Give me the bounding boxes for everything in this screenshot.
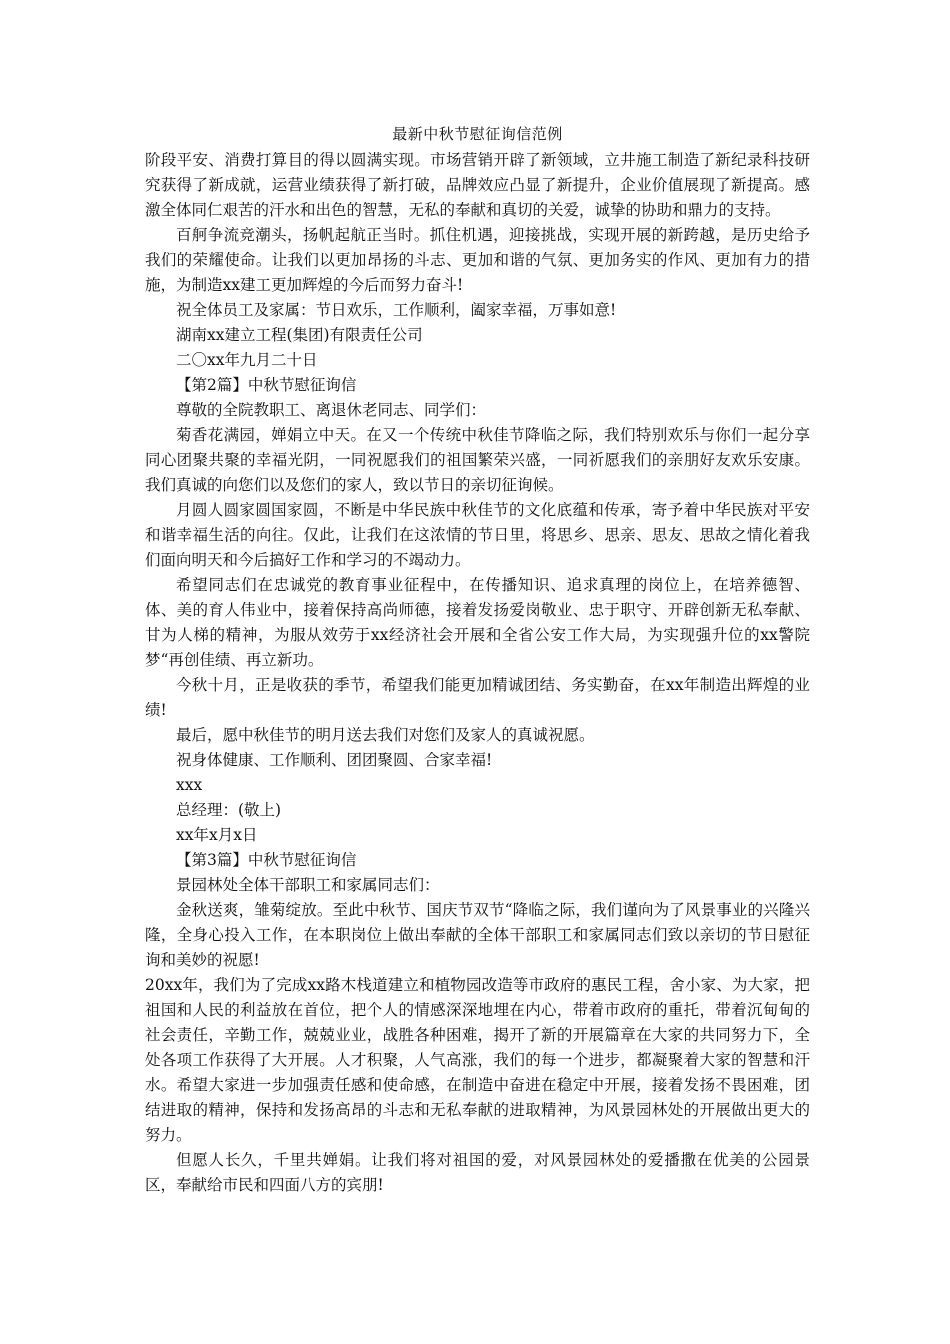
signature-date-2: xx年x月x日 bbox=[176, 826, 258, 844]
signature-title-2: 总经理：(敬上) bbox=[176, 801, 282, 819]
paragraph-2-6: 祝身体健康、工作顺利、团团聚圆、合家幸福! bbox=[176, 751, 493, 769]
paragraph-3-3: 但愿人长久，千里共婵娟。让我们将对祖国的爱，对风景园林处的爱播撒在优美的公园景区，奉献给市民和四面八方的宾朋! bbox=[145, 1151, 810, 1194]
paragraph-continuation: 阶段平安、消费打算目的得以圆满实现。市场营销开辟了新领域，立井施工制造了新纪录科技研究获得了新成就，运营业绩获得了新打破，品牌效应凸显了新提升，企业价值展现了新提高。感激全体同仁艰苦的汗水和出色的智慧，无私的奉献和真切的关爱，诚挚的协助和鼎力的支持。 bbox=[145, 151, 810, 219]
salutation-2: 尊敬的全院教职工、离退休老同志、同学们： bbox=[176, 401, 487, 419]
signature-name-2: xxx bbox=[176, 776, 203, 794]
section-heading-2: 【第2篇】中秋节慰征询信 bbox=[176, 376, 357, 394]
paragraph-greeting: 祝全体员工及家属：节日欢乐，工作顺利，阖家幸福，万事如意! bbox=[176, 301, 617, 319]
section-heading-3: 【第3篇】中秋节慰征询信 bbox=[176, 851, 357, 869]
signature-company: 湖南xx建立工程(集团)有限责任公司 bbox=[176, 326, 423, 344]
paragraph-mission: 百舸争流竞潮头，扬帆起航正当时。抓住机遇，迎接挑战，实现开展的新跨越，是历史给予我们的荣耀使命。让我们以更加昂扬的斗志、更加和谐的气氛、更加务实的作风、更加有力的措施，为制造xx建工更加辉煌的今后而努力奋斗! bbox=[145, 226, 810, 294]
paragraph-3-2: 20xx年，我们为了完成xx路木栈道建立和植物园改造等市政府的惠民工程，舍小家、为大家，把祖国和人民的利益放在首位，把个人的情感深深地埋在内心，带着市政府的重托，带着沉甸甸的社会责任，辛勤工作，兢兢业业，战胜各种困难，揭开了新的开展篇章在大家的共同努力下，全处各项工作获得了大开展。人才积聚，人气高涨，我们的每一个进步，都凝聚着大家的智慧和汗水。希望大家进一步加强责任感和使命感，在制造中奋进在稳定中开展，接着发扬不畏困难，团结进取的精神，保持和发扬高昂的斗志和无私奉献的进取精神，为风景园林处的开展做出更大的努力。 bbox=[145, 976, 810, 1144]
paragraph-2-4: 今秋十月，正是收获的季节，希望我们能更加精诚团结、务实勤奋，在xx年制造出辉煌的业绩! bbox=[145, 676, 810, 719]
paragraph-2-1: 菊香花满园，婵娟立中天。在又一个传统中秋佳节降临之际，我们特别欢乐与你们一起分享同心团聚共聚的幸福光阴，一同祝愿我们的祖国繁荣兴盛，一同祈愿我们的亲朋好友欢乐安康。我们真诚的向您们以及您们的家人，致以节日的亲切征询候。 bbox=[145, 426, 810, 494]
paragraph-2-3: 希望同志们在忠诚党的教育事业征程中，在传播知识、追求真理的岗位上，在培养德智、体、美的育人伟业中，接着保持高尚师德，接着发扬爱岗敬业、忠于职守、开辟创新无私奉献、甘为人梯的精神，为服从效劳于xx经济社会开展和全省公安工作大局，为实现强升位的xx警院梦“再创佳绩、再立新功。 bbox=[145, 576, 811, 669]
document-title: 最新中秋节慰征询信范例 bbox=[392, 125, 563, 143]
paragraph-3-1: 金秋送爽，雏菊绽放。至此中秋节、国庆节双节“降临之际，我们谨向为了风景事业的兴隆兴隆，全身心投入工作，在本职岗位上做出奉献的全体干部职工和家属同志们致以亲切的节日慰征询和美妙的祝愿! bbox=[145, 901, 810, 969]
signature-date: 二〇xx年九月二十日 bbox=[176, 351, 318, 369]
paragraph-2-2: 月圆人圆家圆国家圆，不断是中华民族中秋佳节的文化底蕴和传承，寄予着中华民族对平安和谐幸福生活的向往。仅此，让我们在这浓情的节日里，将思乡、思亲、思友、思故之情化着我们面向明天和今后搞好工作和学习的不竭动力。 bbox=[145, 501, 810, 569]
document-page bbox=[145, 122, 810, 1198]
salutation-3: 景园林处全体干部职工和家属同志们： bbox=[176, 876, 440, 894]
paragraph-2-5: 最后，愿中秋佳节的明月送去我们对您们及家人的真诚祝愿。 bbox=[176, 726, 595, 744]
